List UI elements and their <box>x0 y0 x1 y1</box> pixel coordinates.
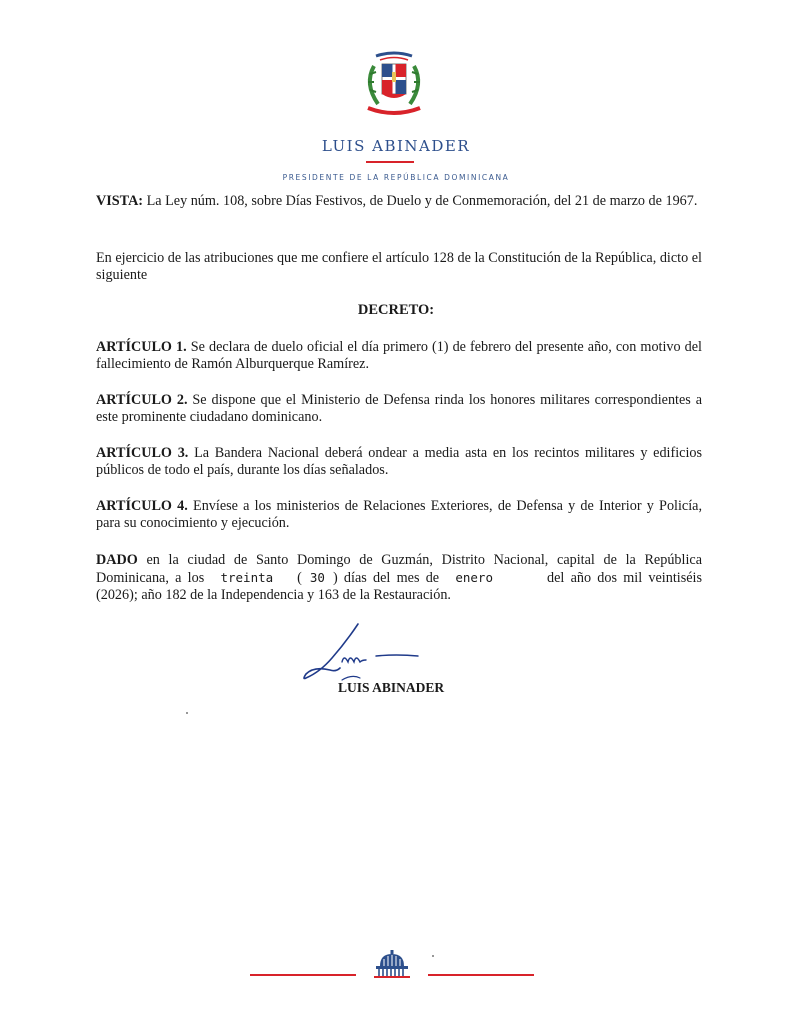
dado-day-words: treinta <box>220 570 274 585</box>
article-1-text: Se declara de duelo oficial el día primero (1) de febrero del presente año, con motivo del fallecimiento de Ramón Alburquerque Ramírez. <box>96 339 702 372</box>
national-palace-dome-icon <box>372 950 412 978</box>
article-2-label: ARTÍCULO 2. <box>96 392 188 408</box>
signature-name: LUIS ABINADER <box>338 680 445 695</box>
vista-paragraph <box>96 193 702 210</box>
dado-text-1: en la ciudad de Santo Domingo de Guzmán, Distrito Nacional, capital de la República Dominicana, a los <box>96 552 702 586</box>
vista-text: La Ley núm. 108, sobre Días Festivos, de Duelo y de Conmemoración, del 21 de marzo de 1967. <box>146 193 698 209</box>
article-2 <box>96 392 702 426</box>
article-3 <box>96 445 702 479</box>
dado-text-3: del año dos mil veintiséis (2026); año 182 de la Independencia y 163 de la Restauración. <box>96 570 703 603</box>
dado-paragraph <box>96 552 702 604</box>
coat-of-arms-icon <box>354 50 434 122</box>
article-4 <box>96 498 702 532</box>
footer-left-rule <box>250 974 356 976</box>
scan-speck <box>432 955 434 957</box>
article-1 <box>96 339 702 373</box>
dado-day-open: ( <box>297 570 302 586</box>
header-name: LUIS ABINADER <box>321 137 471 155</box>
dado-text-2: ) días del mes de <box>332 570 440 586</box>
dado-day-number: 30 <box>309 570 325 585</box>
decree-title: DECRETO: <box>357 302 435 318</box>
article-3-text: La Bandera Nacional deberá ondear a media asta en los recintos militares y edificios públicos de todo el país, durante los días señalados. <box>96 445 703 478</box>
vista-label: VISTA: <box>96 193 144 209</box>
article-4-text: Envíese a los ministerios de Relaciones Exteriores, de Defensa y de Interior y Policía, para su conocimiento y ejecución. <box>96 498 703 531</box>
preamble-paragraph: En ejercicio de las atribuciones que me confiere el artículo 128 de la Constitución de la República, dicto el siguiente <box>96 250 702 283</box>
article-4-label: ARTÍCULO 4. <box>96 498 188 514</box>
article-2-text: Se dispone que el Ministerio de Defensa rinda los honores militares correspondientes a este prominente ciudadano dominicano. <box>96 392 702 425</box>
dado-month: enero <box>455 570 493 585</box>
header-divider <box>366 161 414 163</box>
header-subtitle: PRESIDENTE DE LA REPÚBLICA DOMINICANA <box>282 173 510 182</box>
article-1-label: ARTÍCULO 1. <box>96 339 187 355</box>
dado-label: DADO <box>96 552 138 568</box>
scan-speck <box>186 712 188 714</box>
footer-right-rule <box>428 974 534 976</box>
article-3-label: ARTÍCULO 3. <box>96 445 189 461</box>
